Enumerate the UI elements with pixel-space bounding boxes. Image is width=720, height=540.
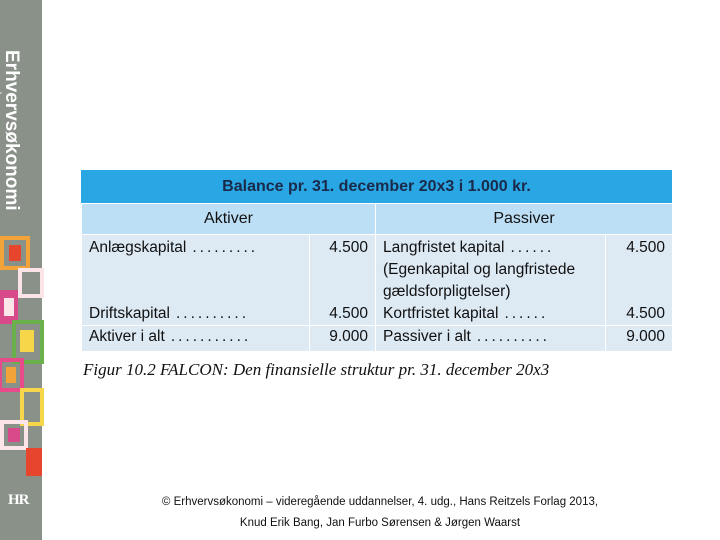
header-aktiver: Aktiver — [82, 204, 376, 235]
balance-table — [81, 170, 672, 351]
brand-subtitle — [0, 50, 1, 211]
liability-total-value: 9.000 — [606, 326, 673, 352]
leader-dots: ...... — [510, 239, 555, 256]
leader-dots: ........... — [170, 328, 252, 345]
asset-total-value: 9.000 — [310, 326, 376, 352]
table-row — [82, 235, 673, 304]
table-header-row — [82, 204, 673, 235]
asset-label: Driftskapital — [89, 305, 170, 322]
asset-value: 4.500 — [310, 235, 376, 304]
asset-label: Anlægskapital — [89, 239, 187, 256]
liability-value: 4.500 — [606, 303, 673, 326]
balance-title: Balance pr. 31. december 20x3 i 1.000 kr. — [81, 170, 672, 203]
left-decorative-strip — [0, 0, 42, 540]
liability-label: Kortfristet kapital — [383, 305, 499, 322]
colorful-pattern-graphic — [0, 230, 42, 480]
leader-dots: ......... — [192, 239, 259, 256]
liability-note: (Egenkapital og langfristede gældsforpligtelser) — [383, 261, 576, 300]
figure-caption: Figur 10.2 FALCON: Den finansielle struktur pr. 31. december 20x3 — [83, 360, 550, 379]
leader-dots: ...... — [504, 305, 549, 322]
balance-grid — [81, 203, 673, 351]
brand-name: Erhvervsøkonomi — [1, 50, 22, 211]
leader-dots: .......... — [175, 305, 250, 322]
liability-value: 4.500 — [606, 235, 673, 304]
footer-line-1: © Erhvervsøkonomi – videregående uddannelser, 4. udg., Hans Reitzels Forlag 2013, — [161, 496, 599, 508]
footer-copyright — [120, 492, 640, 534]
asset-value: 4.500 — [310, 303, 376, 326]
asset-total-label: Aktiver i alt — [89, 328, 165, 345]
leader-dots: .......... — [476, 328, 550, 345]
table-row-total — [82, 326, 673, 352]
liability-label: Langfristet kapital — [383, 239, 505, 256]
header-passiver: Passiver — [376, 204, 673, 235]
liability-total-label: Passiver i alt — [383, 328, 471, 345]
hr-logo: HR — [8, 492, 29, 508]
brand-vertical — [0, 50, 21, 211]
footer-line-2: Knud Erik Bang, Jan Furbo Sørensen & Jørgen Waarst — [239, 517, 521, 529]
table-row — [82, 303, 673, 326]
